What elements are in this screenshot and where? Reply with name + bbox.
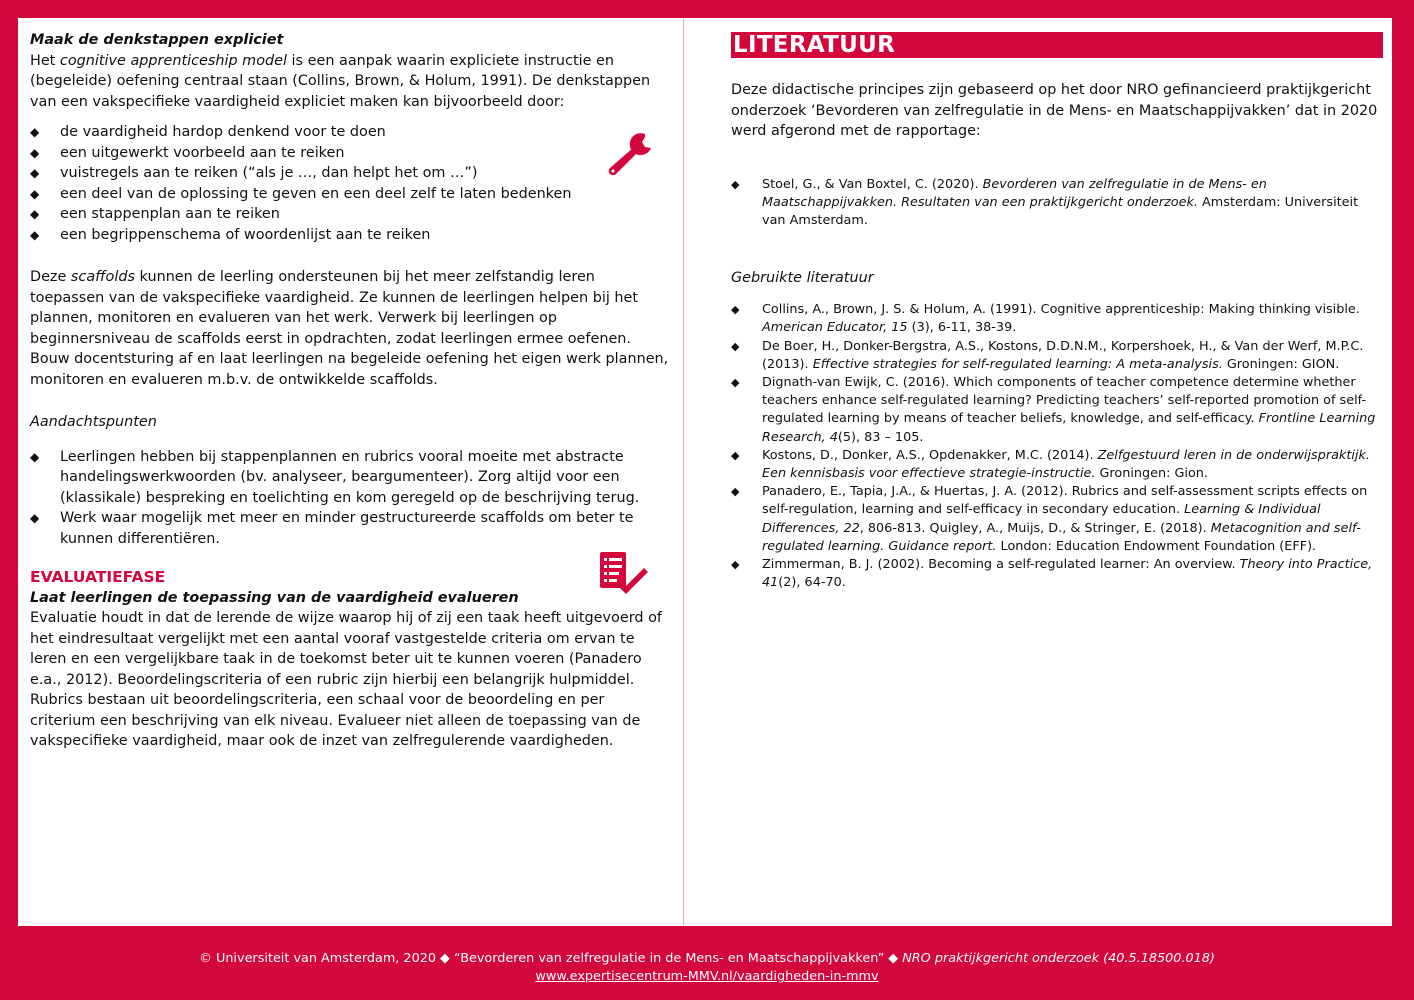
text: © Universiteit van Amsterdam, 2020 ◆ “Bevorderen van zelfregulatie in de Mens- en Maatschappijvakken” ◆ xyxy=(199,951,903,966)
list-item xyxy=(731,176,1381,231)
text-italic: Theory into Practice, 41 xyxy=(762,556,1373,591)
list-item xyxy=(731,374,1381,447)
text: Collins, A., Brown, J. S. & Holum, A. (1991). Cognitive apprenticeship: Making thinking visible. xyxy=(762,302,1360,318)
list-item xyxy=(731,556,1381,592)
text: Stoel, G., & Van Boxtel, C. (2020). xyxy=(762,176,983,192)
subheading-evaluatie: Laat leerlingen de toepassing van de vaardigheid evalueren xyxy=(30,589,519,606)
text: Amsterdam: Universiteit van Amsterdam. xyxy=(762,194,1359,228)
text: (2), 64-70. xyxy=(778,575,846,591)
footer-copyright xyxy=(0,950,1414,968)
text: (3), 6-11, 38-39. xyxy=(907,320,1017,336)
text: , 806-813. Quigley, A., Muijs, D., & Stringer, E. (2018). xyxy=(859,520,1211,536)
list-item: ◆ een deel van de oplossing te geven en een deel zelf te laten bedenken xyxy=(30,184,670,205)
left-column xyxy=(30,30,670,752)
wrench-icon xyxy=(601,128,657,184)
list-item xyxy=(731,483,1381,556)
text: Zimmerman, B. J. (2002). Becoming a self-regulated learner: An overview. xyxy=(762,556,1240,572)
denkstappen-list xyxy=(30,122,670,245)
intro-paragraph: Deze didactische principes zijn gebaseerd op het door NRO gefinancieerd praktijkgericht onderzoek ‘Bevorderen van zelfregulatie in de Mens- en Maatschappijvakken’ dat in 2020 werd afgerond met de rapportage: xyxy=(731,82,1378,139)
list-item xyxy=(731,447,1381,483)
list-item: ◆ een begrippenschema of woordenlijst aan te reiken xyxy=(30,225,670,246)
list-item xyxy=(731,338,1381,374)
list-item: ◆ Werk waar mogelijk met meer en minder gestructureerde scaffolds om beter te kunnen differentiëren. xyxy=(30,508,670,549)
text-italic: Effective strategies for self-regulated learning: A meta-analysis. xyxy=(812,356,1223,372)
paragraph-apprenticeship xyxy=(30,51,670,113)
references-list xyxy=(731,301,1381,592)
list-item: ◆ vuistregels aan te reiken (“als je …, dan helpt het om …”) xyxy=(30,163,670,184)
heading-aandachtspunten: Aandachtspunten xyxy=(30,414,157,430)
list-item xyxy=(731,301,1381,337)
text-italic: American Educator, 15 xyxy=(762,320,908,336)
heading-denkstappen: Maak de denkstappen expliciet xyxy=(30,32,284,48)
text: Kostons, D., Donker, A.S., Opdenakker, M.C. (2014). xyxy=(762,447,1098,463)
aandachtspunten-list xyxy=(30,447,670,550)
list-item: ◆ een stappenplan aan te reiken xyxy=(30,204,670,225)
footer-link[interactable]: www.expertisecentrum-MMV.nl/vaardigheden-in-mmv xyxy=(535,969,879,984)
right-column xyxy=(731,32,1381,592)
text: Groningen: GION. xyxy=(1222,356,1340,372)
text-italic: Zelfgestuurd leren in de onderwijspraktijk. Een kennisbasis voor effectieve strategie-instructie. xyxy=(762,447,1370,481)
footer xyxy=(0,950,1414,986)
text: Dignath-van Ewijk, C. (2016). Which components of teacher competence determine whether teachers enhance self-regulated learning? Predicting teachers’ self-reported promotion of self-regulated learning by means of teacher beliefs, knowledge, and self-efficacy. xyxy=(762,374,1367,427)
column-divider xyxy=(683,18,684,926)
text: Deze xyxy=(30,269,71,285)
list-item: ◆ een uitgewerkt voorbeeld aan te reiken xyxy=(30,143,670,164)
term-scaffolds: scaffolds xyxy=(70,269,135,285)
text-italic: Bevorderen van zelfregulatie in de Mens- en Maatschappijvakken. Resultaten van een praktijkgericht onderzoek. xyxy=(762,176,1267,210)
text: Groningen: Gion. xyxy=(1095,465,1208,481)
text: Het xyxy=(30,52,60,69)
text-italic: NRO praktijkgericht onderzoek (40.5.18500.018) xyxy=(902,951,1215,966)
text: De Boer, H., Donker-Bergstra, A.S., Kostons, D.D.N.M., Korpershoek, H., & Van der Werf, M.P.C. (2013). xyxy=(762,338,1364,372)
text: Panadero, E., Tapia, J.A., & Huertas, J. A. (2012). Rubrics and self-assessment scripts effects on self-regulation, learning and self-efficacy in secondary education. xyxy=(762,484,1368,518)
text-italic: Metacognition and self-regulated learning. Guidance report. xyxy=(762,520,1361,554)
text: London: Education Endowment Foundation (EFF). xyxy=(996,538,1317,554)
text-italic: Frontline Learning Research, 4 xyxy=(762,411,1376,445)
paragraph-evaluatie: Evaluatie houdt in dat de lerende de wijze waarop hij of zij een taak heeft uitgevoerd of het eindresultaat vergelijkt met een aantal vooraf vastgestelde criteria om ervan te leren en een vergelijkbare taak in de toekomst beter uit te kunnen voeren (Panadero e.a., 2012). Beoordelingscriteria of een rubric zijn hierbij een belangrijk hulpmiddel. Rubrics bestaan uit beoordelingscriteria, een schaal voor de beoordeling en per criterium een beschrijving van elk niveau. Evalueer niet alleen de toepassing van de vakspecifieke vaardigheid, maar ook de inzet van zelfregulerende vaardigheden. xyxy=(30,610,662,749)
text: is een aanpak waarin expliciete instructie en (begeleide) oefening centraal staan (Collins, Brown, & Holum, 1991). De denkstappen van een vakspecifieke vaardigheid expliciet maken kan bijvoorbeeld door: xyxy=(30,52,651,110)
heading-evaluatiefase: EVALUATIEFASE xyxy=(30,568,166,586)
text: kunnen de leerling ondersteunen bij het meer zelfstandig leren toepassen van de vakspecifieke vaardigheid. Ze kunnen de leerlingen helpen bij het plannen, monitoren en evalueren van het werk. Verwerk bij leerlingen op beginnersniveau de scaffolds eerst in opdrachten, zodat leerlingen ermee oefenen. Bouw docentsturing af en laat leerlingen na begeleide oefening het eigen werk plannen, monitoren en evalueren m.b.v. de ontwikkelde scaffolds. xyxy=(30,269,669,388)
text: (5), 83 – 105. xyxy=(837,429,924,445)
rapportage-reference xyxy=(731,176,1381,231)
checklist-icon xyxy=(598,550,650,596)
list-item: ◆ de vaardigheid hardop denkend voor te doen xyxy=(30,122,670,143)
term-cognitive-apprenticeship: cognitive apprenticeship model xyxy=(59,52,287,69)
heading-gebruikte-literatuur: Gebruikte literatuur xyxy=(731,270,874,287)
paragraph-scaffolds xyxy=(30,267,670,390)
list-item: ◆ Leerlingen hebben bij stappenplannen en rubrics vooral moeite met abstracte handelingswerkwoorden (bv. analyseer, beargumenteer). Zorg altijd voor een (klassikale) bespreking en toelichting en kom geregeld op de beschrijving terug. xyxy=(30,447,670,509)
text-italic: Learning & Individual Differences, 22 xyxy=(762,502,1321,536)
literatuur-banner: LITERATUUR xyxy=(731,32,1383,58)
